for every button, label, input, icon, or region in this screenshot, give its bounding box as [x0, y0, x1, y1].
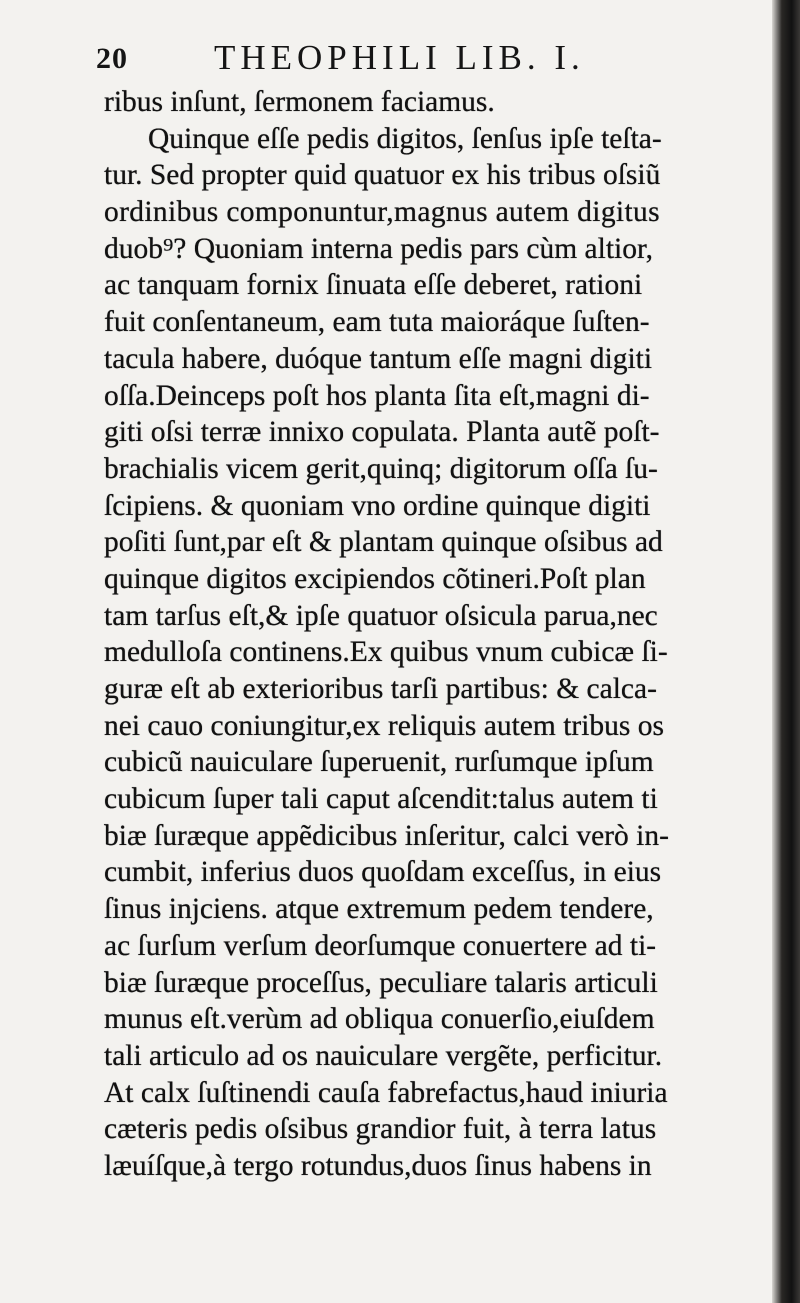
- text-line: poſiti ſunt,par eſt & plantam quinque oſsibus ad: [104, 526, 663, 559]
- text-line: oſſa.Deinceps poſt hos planta ſita eſt,magni di-: [104, 379, 650, 412]
- running-head: [96, 38, 616, 82]
- text-line: cæteris pedis oſsibus grandior fuit, à terra latus: [104, 1113, 657, 1146]
- text-line: guræ eſt ab exterioribus tarſi partibus: & calca-: [104, 673, 657, 705]
- page-edge-shadow: [772, 0, 800, 1303]
- page-number: 20: [96, 42, 128, 75]
- text-line: tur. Sed propter quid quatuor ex his tribus oſsiũ: [104, 159, 661, 192]
- text-line: duob⁹? Quoniam interna pedis pars cùm altior,: [104, 232, 653, 265]
- text-line: quinque digitos excipiendos cõtineri.Poſt plan: [104, 562, 646, 595]
- text-line: At calx ſuſtinendi cauſa fabrefactus,haud iniuria: [104, 1076, 668, 1109]
- text-line: ac ſurſum verſum deorſumque conuertere ad ti-: [104, 929, 657, 962]
- text-line: giti oſsi terræ innixo copulata. Planta autẽ poſt-: [104, 416, 660, 449]
- text-line: medulloſa continens.Ex quibus vnum cubicæ ſi-: [104, 636, 668, 669]
- text-line: cumbit, inferius duos quoſdam exceſſus, in eius: [104, 856, 662, 889]
- text-line: munus eſt.verùm ad obliqua conuerſio,eiuſdem: [104, 1003, 655, 1036]
- text-line: ordinibus componuntur,magnus autem digitus: [104, 196, 660, 229]
- text-line: brachialis vicem gerit,quinq; digitorum oſſa ſu-: [104, 452, 658, 485]
- text-line: ac tanquam fornix ſinuata eſſe deberet, rationi: [104, 269, 643, 302]
- text-line: biæ ſuræque appẽdicibus inſeritur, calci verò in-: [104, 819, 669, 852]
- text-line: ribus inſunt, ſermonem faciamus.: [104, 86, 495, 118]
- text-line: læuíſque,à tergo rotundus,duos ſinus habens in: [104, 1149, 652, 1182]
- text-line: Quinque eſſe pedis digitos, ſenſus ipſe teſta-: [148, 122, 662, 155]
- text-line: biæ ſuræque proceſſus, peculiare talaris articuli: [104, 966, 658, 999]
- text-line: tali articulo ad os nauiculare vergẽte, perficitur.: [104, 1039, 663, 1072]
- text-line: nei cauo coniungitur,ex reliquis autem tribus os: [104, 709, 665, 742]
- running-title: THEOPHILI LIB. I.: [214, 38, 585, 77]
- text-line: tacula habere, duóque tantum eſſe magni digiti: [104, 342, 653, 375]
- text-line: tam tarſus eſt,& ipſe quatuor oſsicula parua,nec: [104, 599, 658, 632]
- text-line: ſinus injciens. atque extremum pedem tendere,: [104, 893, 654, 926]
- body-text: [104, 84, 744, 1185]
- text-line: ſcipiens. & quoniam vno ordine quinque digiti: [104, 489, 651, 522]
- text-line: cubicũ nauiculare ſuperuenit, rurſumque ipſum: [104, 746, 654, 779]
- text-line: fuit conſentaneum, eam tuta maioráque ſuſten-: [104, 306, 650, 339]
- text-line: cubicum ſuper tali caput aſcendit:talus autem ti: [104, 783, 658, 816]
